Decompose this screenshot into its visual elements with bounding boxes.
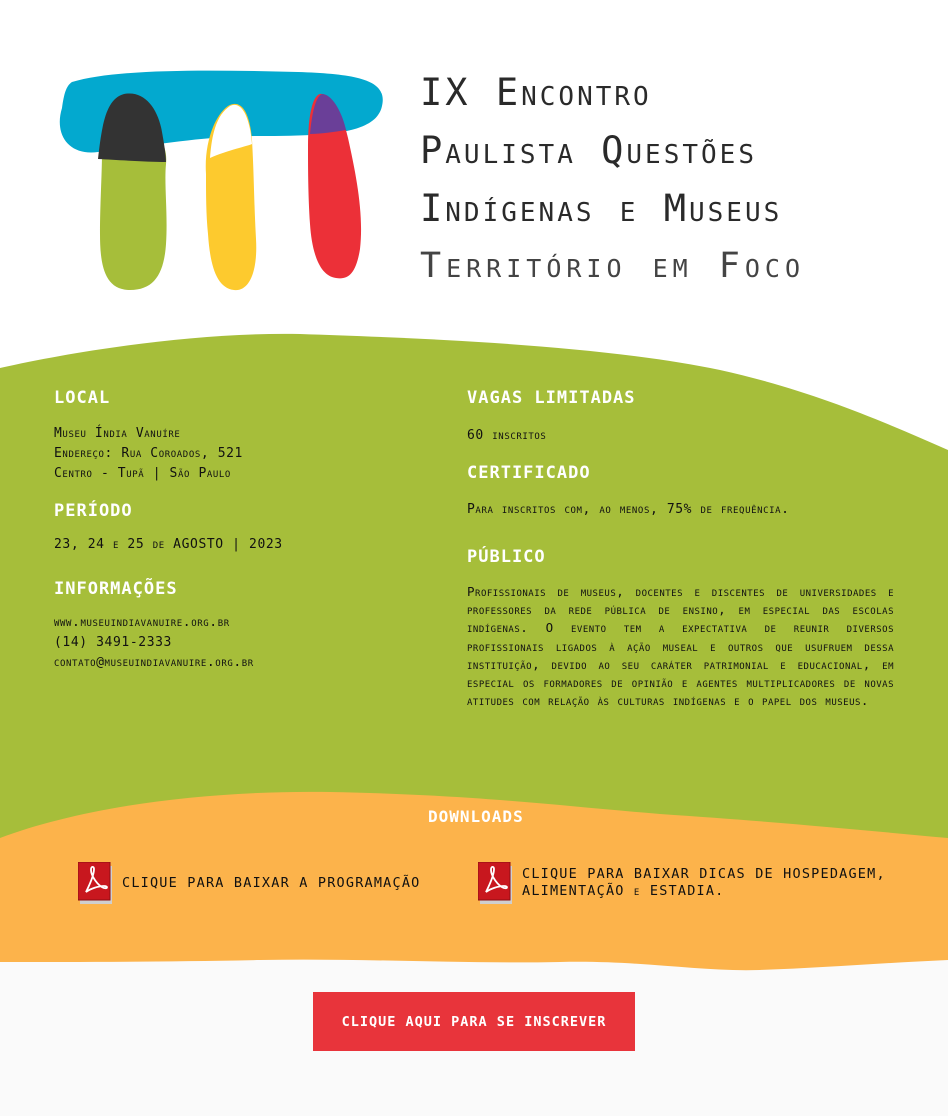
info-phone: (14) 3491-2333 <box>54 635 172 650</box>
event-logo <box>58 64 386 294</box>
local-heading: LOCAL <box>54 388 111 408</box>
certificado-text: Para inscritos com, ao menos, 75% de frequência. <box>467 502 790 517</box>
download-hospedagem-link[interactable] <box>478 862 886 904</box>
certificado-heading: CERTIFICADO <box>467 463 591 483</box>
title-line-3: Indígenas e Museus <box>420 187 783 230</box>
title-line-1: IX Encontro <box>420 71 652 114</box>
local-venue: Museu Índia Vanuíre <box>54 426 181 441</box>
download-hospedagem-label-line2: ALIMENTAÇÃO e ESTADIA. <box>522 883 725 899</box>
info-website-link[interactable]: www.museuindiavanuire.org.br <box>54 615 230 630</box>
download-hospedagem-label <box>522 866 886 900</box>
informacoes-heading: INFORMAÇÕES <box>54 579 178 599</box>
event-title <box>420 64 805 294</box>
local-city: Centro - Tupã | São Paulo <box>54 466 231 481</box>
title-line-2: Paulista Questões <box>420 129 757 172</box>
download-hospedagem-label-line1: CLIQUE PARA BAIXAR DICAS DE HOSPEDAGEM, <box>522 866 886 882</box>
periodo-heading: PERÍODO <box>54 501 133 521</box>
downloads-heading: DOWNLOADS <box>428 807 524 826</box>
register-button[interactable]: CLIQUE AQUI PARA SE INSCREVER <box>313 992 635 1051</box>
vagas-heading: VAGAS LIMITADAS <box>467 388 636 408</box>
info-email-link[interactable]: contato@museuindiavanuire.org.br <box>54 655 254 670</box>
event-subtitle: Território em Foco <box>420 246 806 286</box>
publico-heading: PÚBLICO <box>467 547 546 567</box>
download-programacao-label: CLIQUE PARA BAIXAR A PROGRAMAÇÃO <box>122 874 421 891</box>
download-programacao-link[interactable] <box>78 862 421 904</box>
vagas-text: 60 inscritos <box>467 428 547 443</box>
pdf-icon <box>78 862 114 904</box>
pdf-icon <box>478 862 514 904</box>
periodo-dates: 23, 24 e 25 de AGOSTO | 2023 <box>54 537 283 552</box>
publico-text: Profissionais de museus, docentes e discentes de universidades e professores da rede pública de ensino, em especial das escolas indígenas. O evento tem a expectativa de reunir diversos profissionais ligados à ação museal e outros que usufruem dessa instituição, devido ao seu caráter patrimonial e educacional, em especial os formadores de opinião e agentes multiplicadores de novas atitudes com relação às culturas indígenas e o papel dos museus. <box>467 584 894 709</box>
local-address: Endereço: Rua Coroados, 521 <box>54 446 243 461</box>
